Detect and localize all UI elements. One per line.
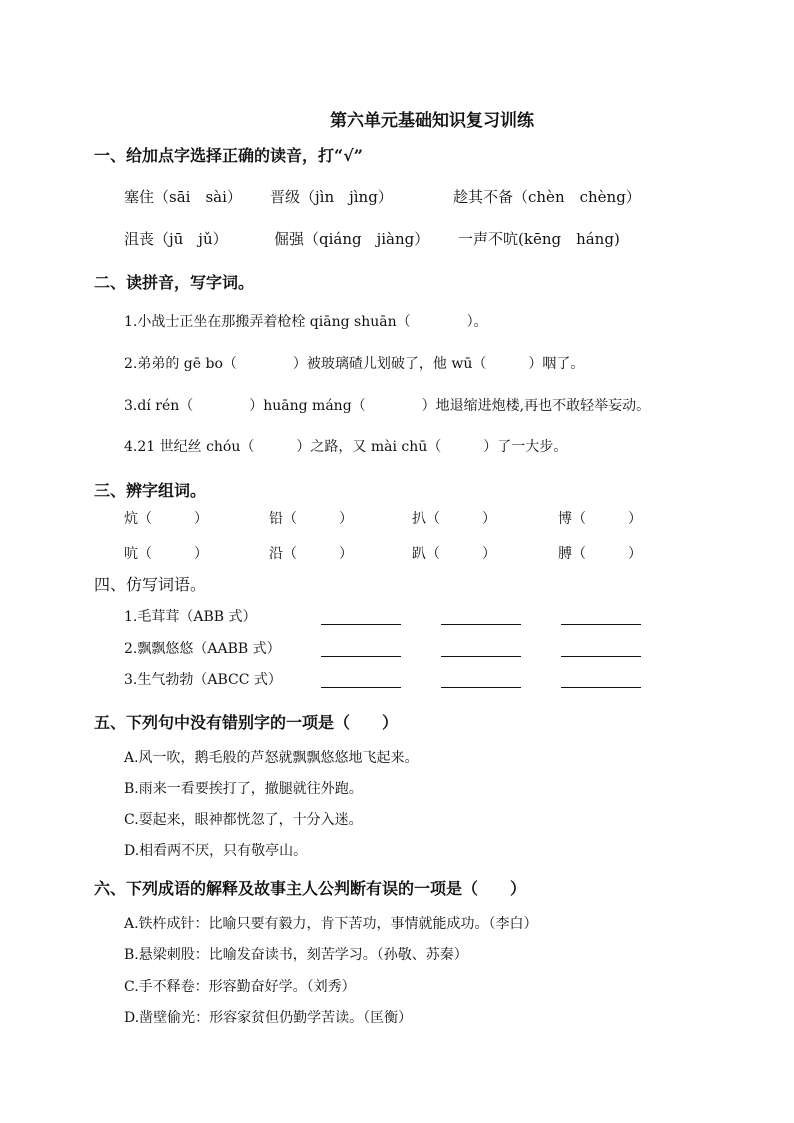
s6-option-b: B.悬梁刺股：比喻发奋读书，刻苦学习。（孙敬、苏秦） xyxy=(124,947,468,963)
answer-blank[interactable] xyxy=(561,623,641,625)
s5-option-b: B.雨来一看要挨打了，撤腿就往外跑。 xyxy=(124,781,363,797)
s3-item: 铅（ ） xyxy=(269,511,353,527)
s5-option-a: A.风一吹，鹅毛般的芦怒就飘飘悠悠地飞起来。 xyxy=(124,750,419,766)
answer-blank[interactable] xyxy=(561,686,641,688)
s2-question: 3.dí rén（ ）huāng máng（ ）地退缩进炮楼,再也不敢轻举妄动。 xyxy=(124,398,651,414)
section-4-heading: 四、仿写词语。 xyxy=(94,575,207,594)
s3-item: 炕（ ） xyxy=(124,511,208,527)
answer-blank[interactable] xyxy=(441,686,521,688)
s1-item: 沮丧（jū jǔ） xyxy=(124,230,228,248)
answer-blank[interactable] xyxy=(561,655,641,657)
s4-item: 1.毛茸茸（ABB 式） xyxy=(124,609,257,625)
answer-blank[interactable] xyxy=(321,623,401,625)
answer-blank[interactable] xyxy=(441,623,521,625)
s3-item: 扒（ ） xyxy=(412,511,496,527)
answer-blank[interactable] xyxy=(321,655,401,657)
answer-blank[interactable] xyxy=(441,655,521,657)
page-title: 第六单元基础知识复习训练 xyxy=(330,111,534,131)
s3-item: 沿（ ） xyxy=(269,546,353,562)
s6-option-c: C.手不释卷：形容勤奋好学。（刘秀） xyxy=(124,979,356,995)
s4-item: 2.飘飘悠悠（AABB 式） xyxy=(124,641,281,657)
s6-option-d: D.凿壁偷光：形容家贫但仍勤学苦读。（匡衡） xyxy=(124,1010,413,1026)
section-5-heading: 五、下列句中没有错别字的一项是（ ） xyxy=(94,713,399,732)
s6-option-a: A.铁杵成针：比喻只要有毅力，肯下苦功，事情就能成功。（李白） xyxy=(124,916,538,932)
s1-item: 塞住（sāi sài） xyxy=(124,188,242,206)
section-2-heading: 二、读拼音，写字词。 xyxy=(94,273,255,292)
s1-item: 倔强（qiáng jiàng） xyxy=(274,230,430,248)
s5-option-d: D.相看两不厌，只有敬亭山。 xyxy=(124,843,308,859)
section-1-heading: 一、给加点字选择正确的读音，打“√” xyxy=(94,146,363,165)
section-3-heading: 三、辨字组词。 xyxy=(94,481,207,500)
s4-item: 3.生气勃勃（ABCC 式） xyxy=(124,672,282,688)
s2-question: 1.小战士正坐在那搬弄着枪栓 qiāng shuān（ ）。 xyxy=(124,314,488,330)
answer-blank[interactable] xyxy=(321,686,401,688)
s1-item: 晋级（jìn jìng） xyxy=(270,188,393,206)
s1-item: 一声不吭(kēng háng) xyxy=(458,230,620,248)
s5-option-c: C.耍起来，眼神都恍忽了，十分入迷。 xyxy=(124,812,363,828)
s2-question: 2.弟弟的 gē bo（ ）被玻璃碴儿划破了，他 wū（ ）咽了。 xyxy=(124,356,585,372)
s3-item: 吭（ ） xyxy=(124,546,208,562)
s3-item: 趴（ ） xyxy=(412,546,496,562)
section-6-heading: 六、下列成语的解释及故事主人公判断有误的一项是（ ） xyxy=(94,879,527,898)
s2-question: 4.21 世纪丝 chóu（ ）之路，又 mài chū（ ）了一大步。 xyxy=(124,439,568,455)
s3-item: 膊（ ） xyxy=(558,546,642,562)
s1-item: 趁其不备（chèn chèng） xyxy=(453,188,641,206)
s3-item: 博（ ） xyxy=(558,511,642,527)
